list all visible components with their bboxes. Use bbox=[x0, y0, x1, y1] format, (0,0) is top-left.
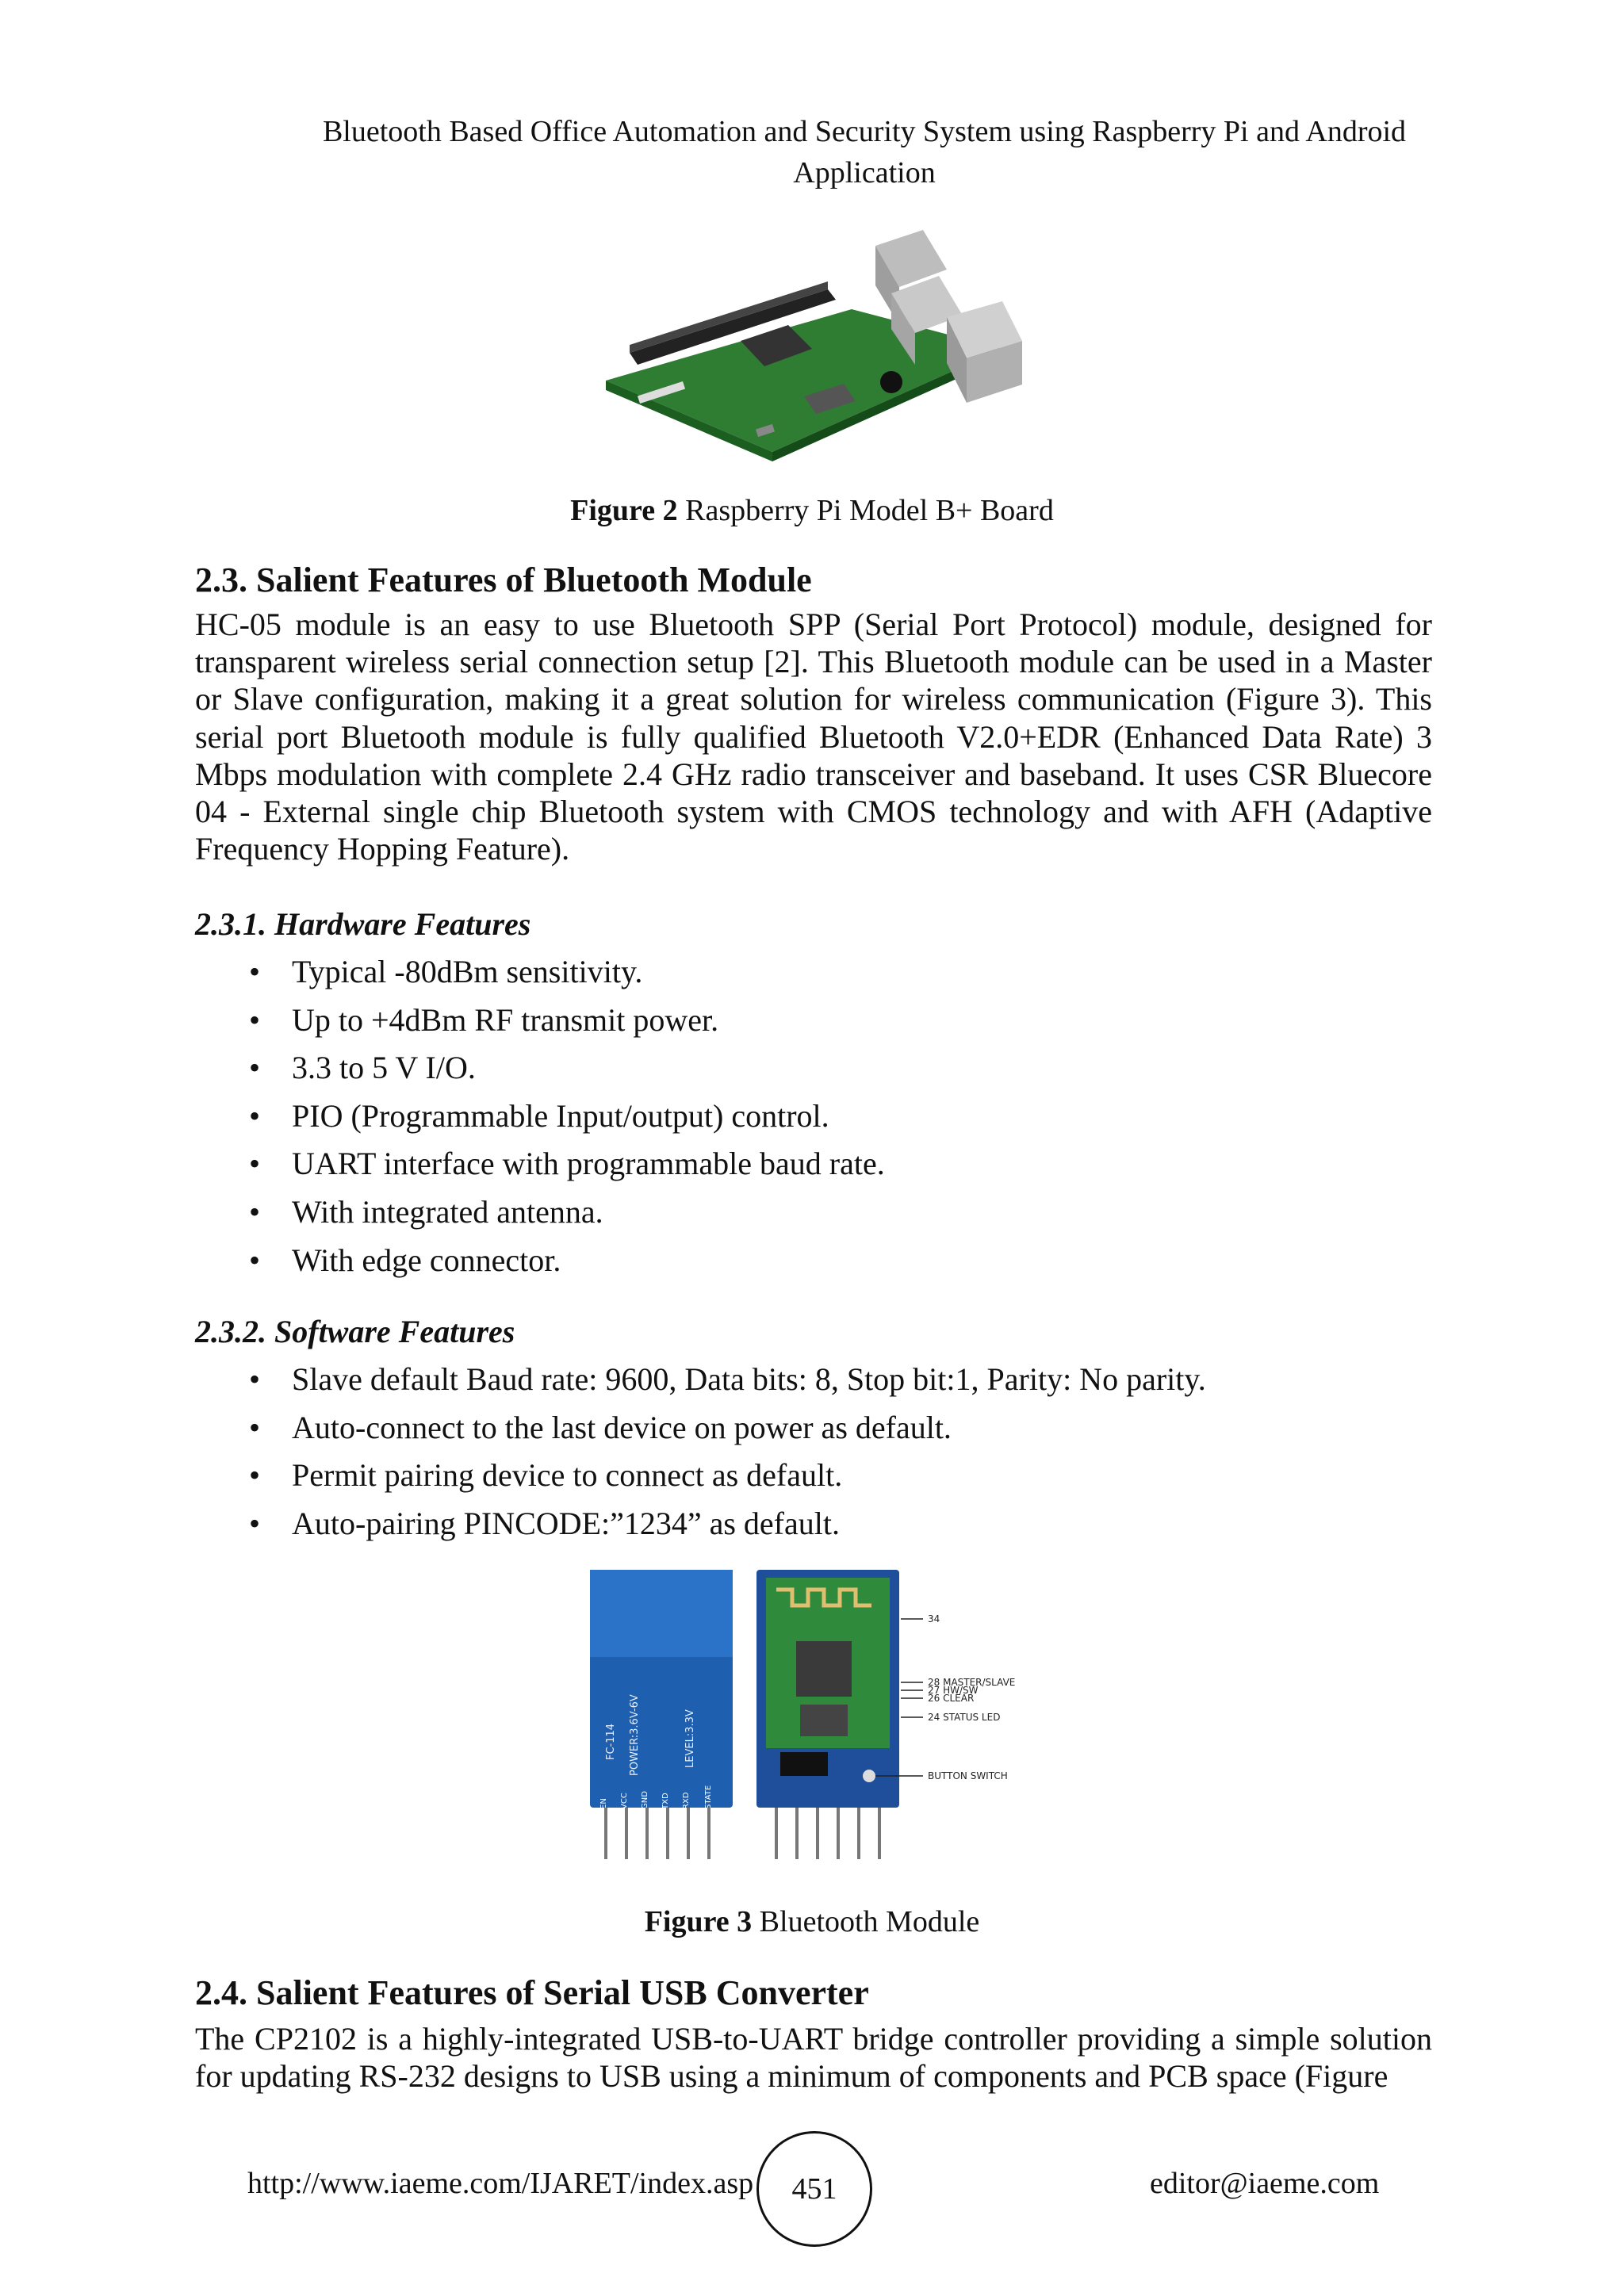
module-front-side bbox=[756, 1570, 899, 1808]
footer-url[interactable]: http://www.iaeme.com/IJARET/index.asp bbox=[247, 2167, 754, 2200]
back-model-label: FC-114 bbox=[605, 1723, 617, 1760]
running-header bbox=[238, 111, 1491, 193]
flash-chip bbox=[800, 1705, 848, 1736]
back-pin-label: TXD bbox=[661, 1793, 670, 1809]
bluetooth-module-illustration bbox=[574, 1562, 1050, 1871]
figure-2-image bbox=[0, 214, 1624, 472]
callout-label: 27 HW/SW bbox=[928, 1685, 979, 1696]
figure-2-caption bbox=[0, 493, 1624, 528]
back-pin-label: RXD bbox=[682, 1792, 691, 1809]
section-2-3-heading: 2.3. Salient Features of Bluetooth Module bbox=[195, 561, 812, 599]
antenna-trace bbox=[776, 1590, 871, 1605]
section-2-4-body: The CP2102 is a highly-integrated USB-to-UART bridge controller providing a simple solution for updating RS-232 designs to USB using a minimum of components and PCB space (Figure bbox=[195, 2021, 1432, 2095]
figure-2-caption-text: Raspberry Pi Model B+ Board bbox=[685, 494, 1054, 527]
button-switch bbox=[863, 1770, 875, 1782]
figure-3-image bbox=[0, 1562, 1624, 1875]
callout-label: 28 MASTER/SLAVE bbox=[928, 1677, 1016, 1688]
module-back-side bbox=[590, 1570, 733, 1810]
section-2-3-1-heading: 2.3.1. Hardware Features bbox=[195, 906, 531, 942]
page-number-text: 451 bbox=[791, 2172, 837, 2206]
running-title-line1: Bluetooth Based Office Automation and Security System using Raspberry Pi and Android bbox=[322, 115, 1407, 148]
back-pin-label: VCC bbox=[620, 1793, 629, 1809]
page-number bbox=[756, 2131, 872, 2247]
hardware-features-list bbox=[195, 948, 885, 1284]
csr-chip bbox=[796, 1641, 852, 1697]
back-pin-label: STATE bbox=[704, 1785, 713, 1809]
list-item: • Typical -80dBm sensitivity. bbox=[195, 948, 885, 997]
footer-email[interactable]: editor@iaeme.com bbox=[1150, 2167, 1380, 2200]
ethernet-port bbox=[947, 301, 1022, 403]
running-title-line2: Application bbox=[793, 156, 936, 189]
figure-2-label: Figure 2 bbox=[570, 494, 678, 527]
list-item: • Auto-connect to the last device on power as default. bbox=[195, 1404, 1206, 1452]
section-2-3-body: HC-05 module is an easy to use Bluetooth SPP (Serial Port Protocol) module, designed for transparent wireless serial connection setup [2]. This Bluetooth module can be used in a Master or Slave configuration, making it a great solution for wireless communication (Figure 3). This serial port Bluetooth module is fully qualified Bluetooth V2.0+EDR (Enhanced Data Rate) 3 Mbps modulation with complete 2.4 GHz radio transceiver and baseband. It uses CSR Bluecore 04 - External single chip Bluetooth system with CMOS technology and with AFH (Adaptive Frequency Hopping Feature). bbox=[195, 607, 1432, 867]
callout-label: 24 STATUS LED bbox=[928, 1712, 1001, 1723]
section-2-3-2-heading: 2.3.2. Software Features bbox=[195, 1314, 515, 1349]
figure-3-caption bbox=[0, 1904, 1624, 1939]
list-item: • PIO (Programmable Input/output) control. bbox=[195, 1093, 885, 1141]
list-item: • UART interface with programmable baud rate. bbox=[195, 1140, 885, 1188]
software-features-list bbox=[195, 1356, 1206, 1548]
figure-3-caption-text: Bluetooth Module bbox=[759, 1905, 980, 1938]
regulator bbox=[780, 1752, 828, 1776]
back-level-label: LEVEL:3.3V bbox=[684, 1709, 696, 1768]
list-item: • 3.3 to 5 V I/O. bbox=[195, 1044, 885, 1093]
back-power-label: POWER:3.6V-6V bbox=[629, 1694, 641, 1776]
list-item: • Up to +4dBm RF transmit power. bbox=[195, 997, 885, 1045]
module-back-pins bbox=[606, 1808, 709, 1859]
back-pin-label: GND bbox=[641, 1791, 649, 1809]
callout-label: BUTTON SWITCH bbox=[928, 1770, 1008, 1781]
callout-label: 26 CLEAR bbox=[928, 1693, 975, 1704]
list-item: • With edge connector. bbox=[195, 1237, 885, 1285]
module-front-pins bbox=[776, 1808, 879, 1859]
list-item: • With integrated antenna. bbox=[195, 1188, 885, 1237]
list-item: • Auto-pairing PINCODE:”1234” as default. bbox=[195, 1500, 1206, 1548]
figure-3-label: Figure 3 bbox=[644, 1905, 753, 1938]
audio-jack bbox=[880, 371, 902, 393]
section-2-4-heading: 2.4. Salient Features of Serial USB Converter bbox=[195, 1973, 869, 2012]
raspberry-pi-board-illustration bbox=[590, 214, 1034, 468]
list-item: • Permit pairing device to connect as default. bbox=[195, 1452, 1206, 1500]
back-pin-label: EN bbox=[599, 1798, 608, 1809]
callout-label: 34 bbox=[928, 1613, 940, 1624]
list-item: • Slave default Baud rate: 9600, Data bits: 8, Stop bit:1, Parity: No parity. bbox=[195, 1356, 1206, 1404]
